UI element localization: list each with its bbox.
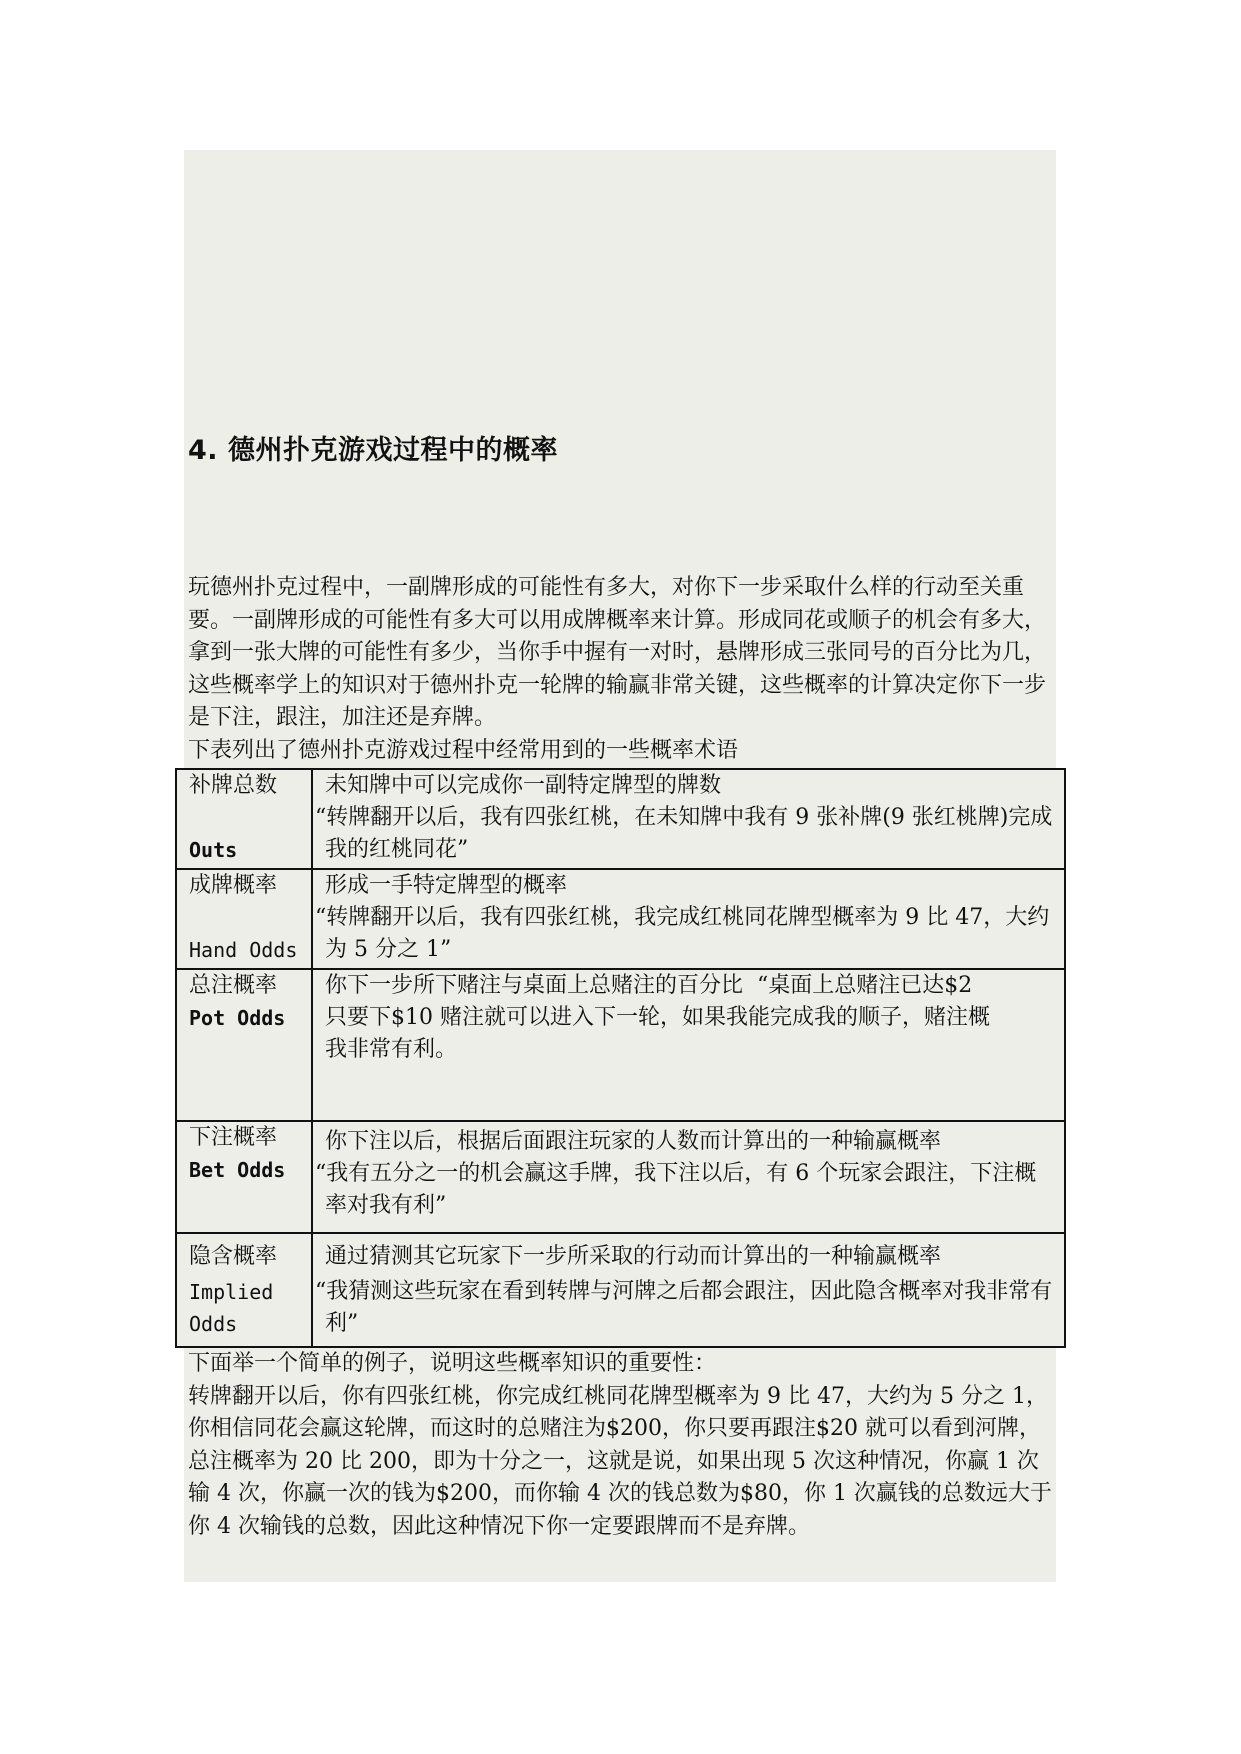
term-english: Pot Odds (189, 1006, 286, 1030)
section-heading: 4. 德州扑克游戏过程中的概率 (188, 435, 558, 466)
term-example: “我猜测这些玩家在看到转牌与河牌之后都会跟注，因此隐含概率对我非常有利” (315, 1279, 1053, 1336)
term-example: “我有五分之一的机会赢这手牌，我下注以后，有 6 个玩家会跟注，下注概率对我有利” (315, 1161, 1037, 1218)
term-english: Bet Odds (189, 1158, 286, 1182)
example-lead: 下面举一个简单的例子，说明这些概率知识的重要性： (188, 1351, 717, 1376)
table-row (176, 769, 1065, 869)
term-example-line: 我非常有利。 (325, 1037, 458, 1062)
term-example-line: 只要下$10 赌注就可以进入下一轮，如果我能完成我的顺子，赌注概 (325, 1005, 990, 1030)
example-section (188, 1348, 1052, 1543)
table-caption: 下表列出了德州扑克游戏过程中经常用到的一些概率术语 (188, 737, 739, 763)
term-definition: 形成一手特定牌型的概率 (325, 873, 568, 898)
term-chinese: 补牌总数 (189, 773, 278, 798)
term-english: Hand Odds (189, 938, 298, 962)
intro-section (188, 572, 1052, 767)
table-row (176, 1233, 1065, 1347)
term-cell (176, 869, 312, 969)
term-cell (176, 1233, 312, 1347)
term-definition: 你下注以后，根据后面跟注玩家的人数而计算出的一种输赢概率 (325, 1129, 942, 1154)
term-example: “转牌翻开以后，我有四张红桃，我完成红桃同花牌型概率为 9 比 47，大约为 5 分之 1” (315, 905, 1050, 962)
term-definition: 你下一步所下赌注与桌面上总赌注的百分比 (325, 973, 744, 998)
spacer (189, 802, 307, 834)
term-chinese: 隐含概率 (189, 1244, 278, 1269)
spacer (189, 902, 307, 934)
term-definition: 未知牌中可以完成你一副特定牌型的牌数 (325, 773, 722, 798)
description-cell (312, 969, 1065, 1121)
term-cell (176, 769, 312, 869)
term-example-line: “桌面上总赌注已达$2 (757, 973, 973, 998)
table-row (176, 869, 1065, 969)
term-cell (176, 1121, 312, 1233)
term-chinese: 下注概率 (189, 1125, 278, 1150)
term-definition: 通过猜测其它玩家下一步所采取的行动而计算出的一种输赢概率 (325, 1244, 942, 1269)
term-chinese: 总注概率 (189, 973, 278, 998)
example-paragraph: 转牌翻开以后，你有四张红桃，你完成红桃同花牌型概率为 9 比 47，大约为 5 分之 1，你相信同花会赢这轮牌，而这时的总赌注为$200，你只要再跟注$20 就可以看到河牌，总注概率为 20 比 200，即为十分之一，这就是说，如果出现 5 次这种情况，你赢 1 次输 4 次，你赢一次的钱为$200，而你输 4 次的钱总数为$80，你 1 次赢钱的总数远大于你 4 次输钱的总数，因此这种情况下你一定要跟牌而不是弃牌。 (188, 1383, 1052, 1539)
term-example: “转牌翻开以后，我有四张红桃，在未知牌中我有 9 张补牌(9 张红桃牌)完成我的红桃同花” (315, 805, 1053, 862)
description-cell (312, 869, 1065, 969)
description-cell (312, 769, 1065, 869)
description-cell (312, 1233, 1065, 1347)
table-row (176, 1121, 1065, 1233)
term-english: Implied Odds (189, 1280, 274, 1336)
term-chinese: 成牌概率 (189, 873, 278, 898)
probability-terms-table (175, 768, 1066, 1348)
term-english: Outs (189, 838, 238, 862)
term-cell (176, 969, 312, 1121)
table-row (176, 969, 1065, 1121)
intro-paragraph: 玩德州扑克过程中，一副牌形成的可能性有多大，对你下一步采取什么样的行动至关重要。一副牌形成的可能性有多大可以用成牌概率来计算。形成同花或顺子的机会有多大，拿到一张大牌的可能性有多少，当你手中握有一对时，悬牌形成三张同号的百分比为几，这些概率学上的知识对于德州扑克一轮牌的输赢非常关键，这些概率的计算决定你下一步是下注，跟注，加注还是弃牌。 (188, 575, 1047, 730)
description-cell (312, 1121, 1065, 1233)
term-definition-line (325, 970, 1058, 1002)
